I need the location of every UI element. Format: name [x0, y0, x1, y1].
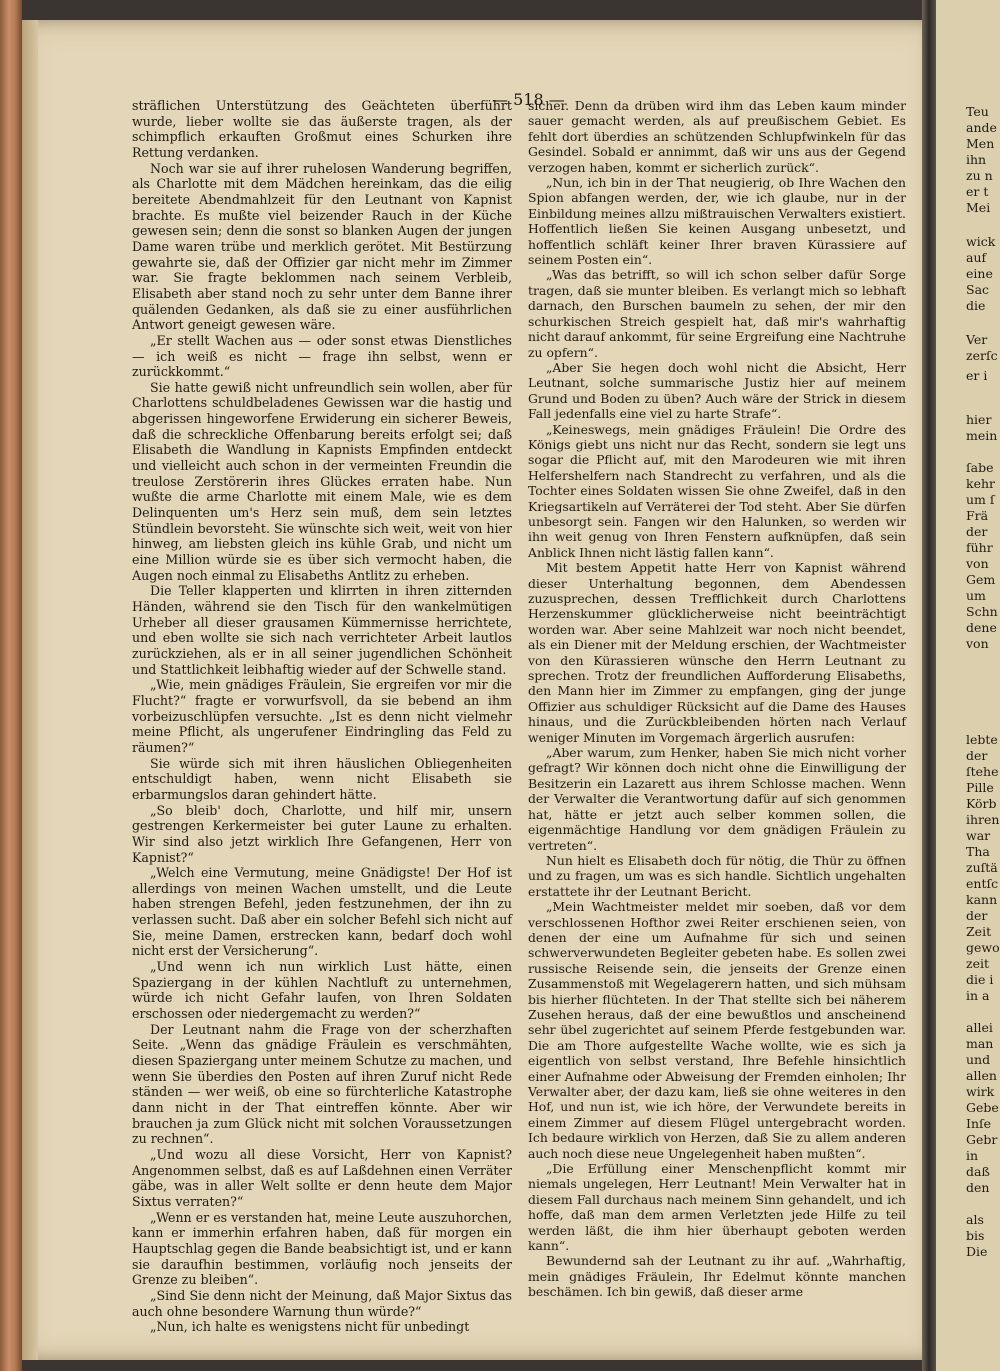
- page-number: — 518 —: [492, 90, 565, 109]
- next-page-fragment: wirk: [966, 1084, 995, 1099]
- paragraph: Mit bestem Appetit hatte Herr von Kapnist während dieser Unterhaltung begonnen, dem Abendessen zuzusprechen, dessen Trefflichkeit durch Charlottens Herzenskummer glücklicherweise nicht beeinträchtigt worden war. Aber seine Mahlzeit war noch nicht beendet, als ein Diener mit der Meldung erschien, der Wachtmeister von den Kürassieren wünsche den Herrn Leutnant zu sprechen. Trotz der freundlichen Aufforderung Elisabeths, den Mann hier im Zimmer zu empfangen, ging der junge Offizier aus schuldiger Rücksicht auf die Dame des Hauses hinaus, und die Zurückbleibenden hörten nach Verlauf weniger Minuten im Vorgemach ärgerlich ausrufen:: [528, 560, 906, 745]
- next-page-fragment: Gebe: [966, 1100, 999, 1115]
- next-page-fragment: der: [966, 524, 988, 539]
- paragraph: „Aber Sie hegen doch wohl nicht die Absicht, Herr Leutnant, solche summarische Justiz hier auf meinem Grund und Boden zu üben? Auch wäre der Strick in diesem Fall jedenfalls eine viel zu harte Strafe“.: [528, 359, 906, 422]
- next-page-fragment: ihren: [966, 812, 1000, 827]
- next-page-fragment: Tha: [966, 844, 990, 859]
- paragraph: „Aber warum, zum Henker, haben Sie mich nicht vorher gefragt? Wir können doch nicht ohne die Einwilligung der Besitzerin ein Lazarett aus ihrem Schlosse machen. Wenn der Verwalter die Verantwortung dafür auf sich genommen hat, hätte er jetzt auch selber kommen sollen, die eigenmächtige Handlung vor dem gnädigen Fräulein zu vertreten“.: [528, 745, 906, 853]
- paragraph: „Und wenn ich nun wirklich Lust hätte, einen Spaziergang in der kühlen Nachtluft zu unternehmen, würde ich nicht Gefahr laufen, von Ihren Soldaten erschossen oder niedergemacht zu werden?“: [132, 959, 512, 1022]
- next-page-fragment: dene: [966, 620, 997, 635]
- next-page-fragment: um ſ: [966, 492, 995, 507]
- next-page-fragment: als: [966, 1212, 984, 1227]
- next-page-fragment: den: [966, 1180, 990, 1195]
- next-page-fragment: zerſc: [966, 348, 998, 363]
- paragraph: sträflichen Unterstützung des Geächteten überführt wurde, lieber wollte sie das äußerste tragen, als der schimpflich erkauften Großmut eines Schurken ihre Rettung verdanken.: [132, 98, 512, 160]
- next-page-fragment: allei: [966, 1020, 993, 1035]
- paragraph: „Und wozu all diese Vorsicht, Herr von Kapnist? Angenommen selbst, daß es auf Laßdehnen einen Verräter gäbe, was in aller Welt sollte er denn heute dem Major Sixtus verraten?“: [132, 1146, 512, 1209]
- next-page-fragment: um: [966, 588, 986, 603]
- next-page-fragment: Ver: [966, 332, 988, 347]
- paragraph: „Welch eine Vermutung, meine Gnädigste! Der Hof ist allerdings von meinen Wachen umstellt, und die Leute haben strengen Befehl, jeden festzunehmen, der ihn zu verlassen sucht. Daß aber ein solcher Befehl sich nicht auf Sie, meine Damen, erstrecken kann, bedarf doch wohl nicht erst der Versicherung“.: [132, 865, 512, 959]
- next-page-fragment: in: [966, 1148, 979, 1163]
- next-page-fragment: man: [966, 1036, 994, 1051]
- next-page-fragment: er t: [966, 184, 989, 199]
- next-page-fragment: Schn: [966, 604, 998, 619]
- next-page-fragment: hier: [966, 412, 992, 427]
- next-page-fragment: entſc: [966, 876, 999, 891]
- next-page-fragment: von: [966, 556, 989, 571]
- paragraph: „Keineswegs, mein gnädiges Fräulein! Die Ordre des Königs giebt uns nicht nur das Recht, sondern sie legt uns sogar die Pflicht auf, mit den Marodeuren wie mit ihren Helfershelfern nach Standrecht zu verfahren, und als die Tochter eines Soldaten wissen Sie ohne Zweifel, daß in den Kriegsartikeln auf Verräterei der Tod steht. Aber Sie dürfen unbesorgt sein. Fangen wir den Halunken, so werden wir ihn weit genug von Ihren Fenstern aufknüpfen, daß sein Anblick Ihnen nicht lästig fallen kann“.: [528, 421, 906, 560]
- next-page-fragment: war: [966, 828, 991, 843]
- next-page-fragment: Körb: [966, 796, 997, 811]
- next-page-fragment: Mei: [966, 200, 991, 215]
- paragraph: Sie würde sich mit ihren häuslichen Obliegenheiten entschuldigt haben, wenn nicht Elisabeth sie erbarmungslos daran gehindert hätte.: [132, 755, 512, 802]
- paragraph: „Wie, mein gnädiges Fräulein, Sie ergreifen vor mir die Flucht?“ fragte er vorwurfsvoll, da sie bebend an ihm vorbeizuschlüpfen versuchte. „Ist es denn nicht vielmehr meine Pflicht, als ungerufener Eindringling das Feld zu räumen?“: [132, 677, 512, 755]
- paragraph: Der Leutnant nahm die Frage von der scherzhaften Seite. „Wenn das gnädige Fräulein es verschmähten, diesen Spaziergang unter meinem Schutze zu machen, und wenn Sie überdies den Posten auf ihren Zuruf nicht Rede ständen — wer weiß, ob eine so fürchterliche Katastrophe dann nicht in der That eintreffen könnte. Aber wir brauchen ja zum Glück nicht mit solchen Voraussetzungen zu rechnen“.: [132, 1021, 512, 1147]
- next-page-edge: [936, 0, 1000, 1371]
- right-text-column: [528, 98, 906, 1300]
- paragraph: sicher. Denn da drüben wird ihm das Leben kaum minder sauer gemacht werden, als auf preußischem Gebiet. Es fehlt dort überdies an schützenden Schlupfwinkeln für das Gesindel. Sobald er annimmt, daß wir uns aus der Gegend verzogen haben, kommt er sicherlich zurück“.: [528, 98, 906, 175]
- paragraph: Noch war sie auf ihrer ruhelosen Wanderung begriffen, als Charlotte mit dem Mädchen hereinkam, das die eilig bereitete Abendmahlzeit für den Leutnant von Kapnist brachte. Es mußte viel beizender Rauch in der Küche gewesen sein; denn die sonst so blanken Augen der jungen Dame waren trübe und merklich gerötet. Mit Bestürzung gewahrte sie, daß der Offizier gar nicht mehr im Zimmer war. Sie fragte beklommen nach seinem Verbleib, Elisabeth aber stand noch zu sehr unter dem Banne ihrer quälenden Gedanken, als daß sie zu einer ausführlichen Antwort geneigt gewesen wäre.: [132, 160, 512, 333]
- next-page-fragment: ſabe: [966, 460, 994, 475]
- paragraph: „Er stellt Wachen aus — oder sonst etwas Dienstliches — ich weiß es nicht — frage ihn selbst, wenn er zurückkommt.“: [132, 332, 512, 380]
- next-page-fragment: wick: [966, 234, 996, 249]
- next-page-fragment: von: [966, 636, 989, 651]
- next-page-fragment: Gem: [966, 572, 996, 587]
- next-page-fragment: Die: [966, 1244, 988, 1259]
- paragraph: „Was das betrifft, so will ich schon selber dafür Sorge tragen, daß sie munter bleiben. Es verlangt mich so lebhaft darnach, den Burschen baumeln zu sehen, der mir den schurkischen Streich gespielt hat, daß mir's wahrhaftig nicht darauf ankommt, für seine Ergreifung eine Nachtruhe zu opfern“.: [528, 267, 906, 360]
- next-page-fragment: Teu: [966, 104, 989, 119]
- next-page-fragment: kann: [966, 892, 998, 907]
- next-page-fragment: mein: [966, 428, 998, 443]
- paragraph: „Mein Wachtmeister meldet mir soeben, daß vor dem verschlossenen Hofthor zwei Reiter erschienen seien, von denen der eine um Aufnahme für sich und seinen schwerverwundeten Begleiter gebeten habe. Es sollen zwei russische Reisende sein, die jenseits der Grenze einen Zusammenstoß mit Wegelagerern hatten, und sich mühsam bis hierher flüchteten. In der That stellte sich bei näherem Zusehen heraus, daß der eine bewußtlos und anscheinend sehr übel zugerichtet auf seinem Pferde festgebunden war. Die am Thore aufgestellte Wache wollte, wie es sich ja eigentlich von selbst verstand, Ihre Befehle hinsichtlich einer Aufnahme oder Abweisung der Fremden einholen; Ihr Verwalter aber, der dazu kam, ließ sie ohne weiteres in den Hof, und nun ist, wie ich höre, der Verwundete bereits in einem Zimmer auf diesem Flügel untergebracht worden. Ich bedaure wirklich von Herzen, daß Sie zu allem anderen auch noch diese neue Ungelegenheit haben mußten“.: [528, 899, 906, 1161]
- next-page-fragment: er i: [966, 368, 988, 383]
- left-text-column: [132, 98, 512, 1335]
- next-page-fragment: führ: [966, 540, 993, 555]
- next-page-fragment: Men: [966, 136, 995, 151]
- next-page-fragment: in a: [966, 988, 990, 1003]
- next-page-fragment: zu n: [966, 168, 993, 183]
- paragraph: „Sind Sie denn nicht der Meinung, daß Major Sixtus das auch ohne besondere Warnung thun würde?“: [132, 1287, 512, 1319]
- next-page-fragment: Frä: [966, 508, 989, 523]
- next-page-fragment: ihn: [966, 152, 987, 167]
- next-page-fragment: der: [966, 748, 988, 763]
- paragraph: „Nun, ich bin in der That neugierig, ob Ihre Wachen den Spion abfangen werden, der, wie ich glaube, nur in der Einbildung meines allzu mißtrauischen Verwalters existiert. Hoffentlich ließen Sie keinen Ausgang unbesetzt, und hoffentlich schläft keiner Ihrer braven Kürassiere auf seinem Posten ein“.: [528, 175, 906, 268]
- next-page-fragment: auf: [966, 250, 987, 265]
- paragraph: „Wenn er es verstanden hat, meine Leute auszuhorchen, kann er immerhin erfahren haben, daß für morgen ein Hauptschlag gegen die Bande beabsichtigt ist, und er kann sie daraufhin bestimmen, vorläufig noch jenseits der Grenze zu bleiben“.: [132, 1209, 512, 1288]
- next-page-fragment: daß: [966, 1164, 990, 1179]
- next-page-fragment: bis: [966, 1228, 985, 1243]
- next-page-fragment: die: [966, 298, 986, 313]
- next-page-fragment: Gebr: [966, 1132, 998, 1147]
- paragraph: „Nun, ich halte es wenigstens nicht für unbedingt: [150, 1319, 470, 1335]
- next-page-fragment: die i: [966, 972, 994, 987]
- book-gutter: [922, 0, 936, 1371]
- paragraph: Bewundernd sah der Leutnant zu ihr auf. „Wahrhaftig, mein gnädiges Fräulein, Ihr Edelmut könnte manchen beschämen. Ich bin gewiß, daß dieser arme: [528, 1253, 906, 1300]
- paragraph: „Die Erfüllung einer Menschenpflicht kommt mir niemals ungelegen, Herr Leutnant! Mein Verwalter hat in diesem Fall durchaus nach meinem Sinn gehandelt, und ich hoffe, daß man dem armen Verletzten jede Hilfe zu teil werden läßt, die ihm hier überhaupt geboten werden kann“.: [528, 1161, 906, 1254]
- page-edge: [22, 20, 38, 1360]
- next-page-fragment: lebte: [966, 732, 998, 747]
- next-page-fragment: und: [966, 1052, 991, 1067]
- next-page-fragment: kehr: [966, 476, 995, 491]
- next-page-fragment: Zeit: [966, 924, 992, 939]
- paragraph: Nun hielt es Elisabeth doch für nötig, die Thür zu öffnen und zu fragen, um was es sich handle. Sichtlich ungehalten erstattete ihr der Leutnant Bericht.: [528, 852, 906, 899]
- next-page-fragment: eine: [966, 266, 993, 281]
- next-page-fragment: ſtehe: [966, 764, 999, 779]
- next-page-fragment: allen: [966, 1068, 997, 1083]
- paragraph: Die Teller klapperten und klirrten in ihren zitternden Händen, während sie den Tisch für den wankelmütigen Urheber all dieser grausamen Kümmernisse herrichtete, und eben wollte sie sich nach verrichteter Arbeit lautlos zurückziehen, als er in all seiner jugendlichen Schönheit und Stattlichkeit leibhaftig wieder auf der Schwelle stand.: [132, 583, 512, 677]
- book-spine-edge: [0, 0, 22, 1371]
- next-page-fragment: zuſtä: [966, 860, 998, 875]
- next-page-fragment: Pille: [966, 780, 994, 795]
- next-page-fragment: der: [966, 908, 988, 923]
- next-page-fragment: gewo: [966, 940, 1000, 955]
- paragraph: Sie hatte gewiß nicht unfreundlich sein wollen, aber für Charlottens schuldbeladenes Gewissen war die hastig und abgerissen hingeworfene Erwiderung ein sicherer Beweis, daß die schreckliche Offenbarung bereits erfolgt sei; daß Elisabeth die Wandlung in Kapnists Empfinden entdeckt und vielleicht auch schon in der vermeinten Freundin die treulose Zerstörerin ihres Glückes erraten habe. Nun wußte die arme Charlotte mit einem Male, wie es dem Delinquenten um's Herz sein muß, dem sein letztes Stündlein bevorsteht. Sie wünschte sich weit, weit von hier hinweg, am liebsten gleich ins kühle Grab, und nicht um eine Million würde sie es über sich vermocht haben, die Augen noch einmal zu Elisabeths Antlitz zu erheben.: [132, 379, 512, 583]
- next-page-fragment: Sac: [966, 282, 990, 297]
- next-page-fragment: ande: [966, 120, 997, 135]
- next-page-fragment: Inſe: [966, 1116, 992, 1131]
- next-page-fragment: zeit: [966, 956, 990, 971]
- paragraph: „So bleib' doch, Charlotte, und hilf mir, unsern gestrengen Kerkermeister bei guter Laune zu erhalten. Wir sind also jetzt wirklich Ihre Gefangenen, Herr von Kapnist?“: [132, 802, 512, 865]
